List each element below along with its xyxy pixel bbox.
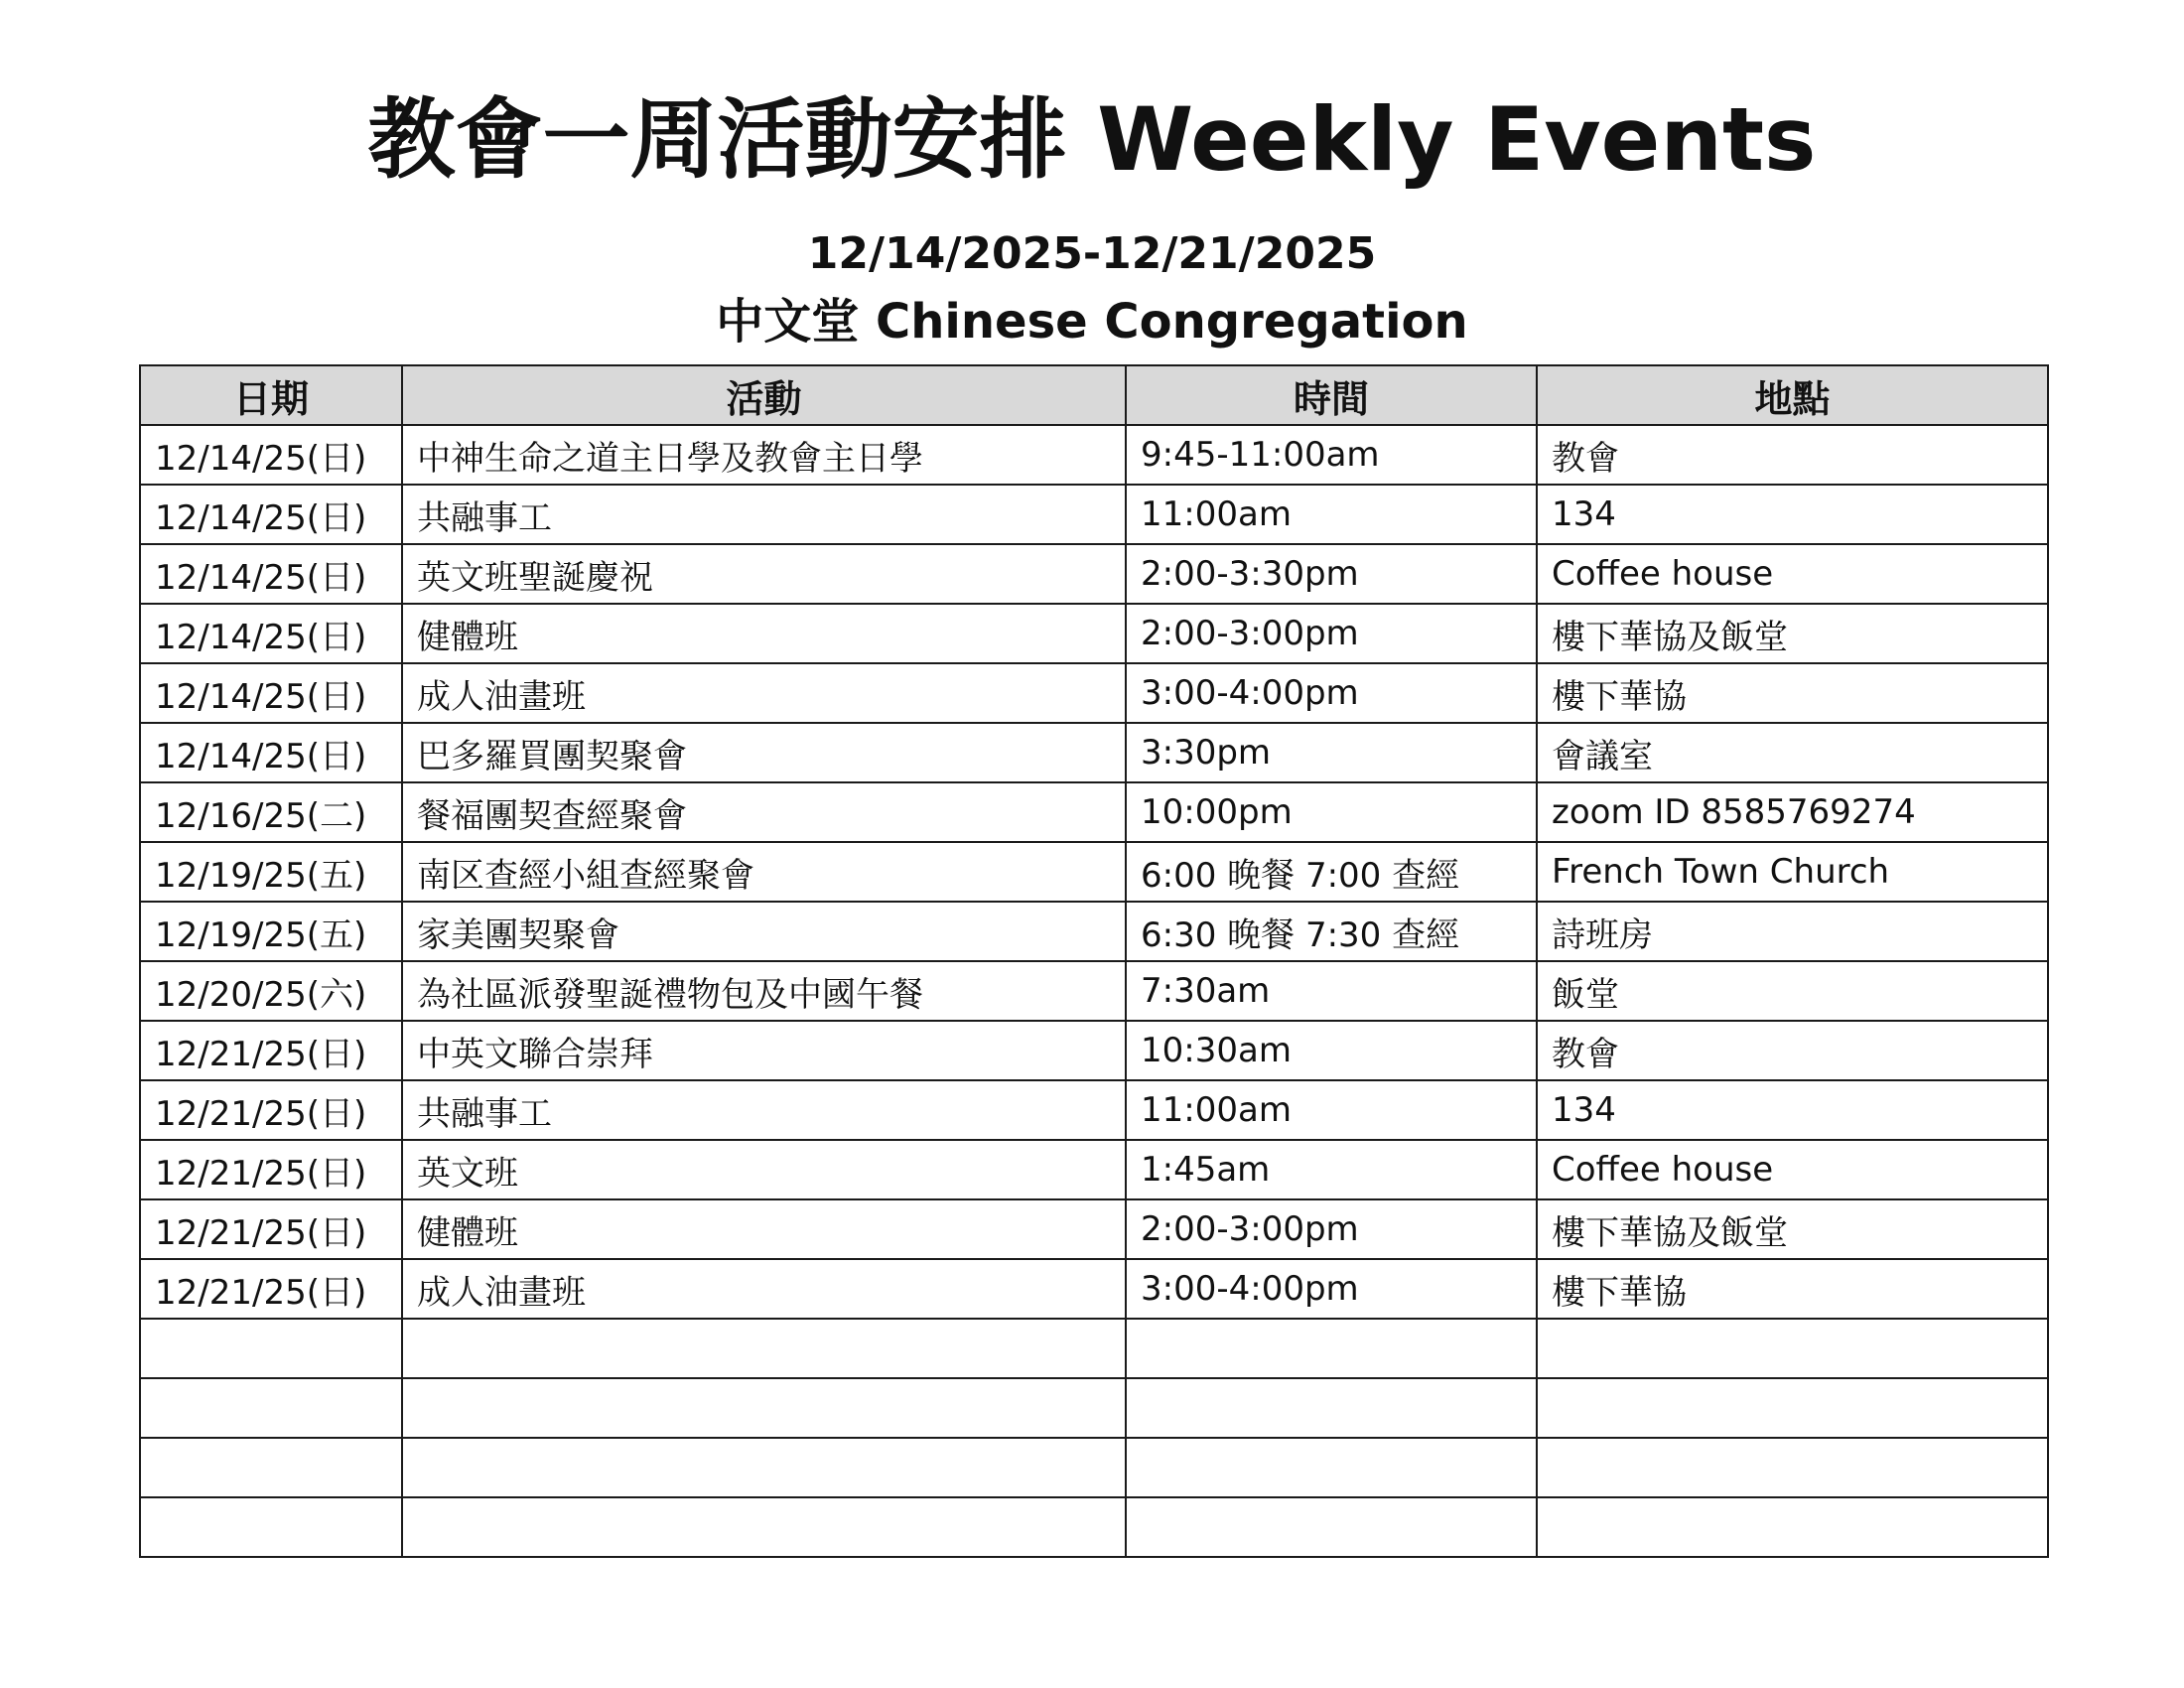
- time-cell: 6:00 晚餐 7:00 查經: [1126, 842, 1537, 902]
- location-cell: 詩班房: [1537, 902, 2048, 961]
- empty-table-row: [140, 1497, 2048, 1557]
- activity-cell: 健體班: [402, 604, 1126, 663]
- date-cell: 12/14/25(日): [140, 425, 402, 485]
- activity-cell: 成人油畫班: [402, 663, 1126, 723]
- time-cell: 2:00-3:30pm: [1126, 544, 1537, 604]
- page-title: 教會一周活動安排 Weekly Events: [367, 88, 1817, 191]
- location-cell: Coffee house: [1537, 544, 2048, 604]
- table-row: [140, 1080, 2048, 1140]
- column-header-activity: 活動: [402, 365, 1126, 425]
- location-cell: 樓下華協: [1537, 663, 2048, 723]
- activity-cell: 家美團契聚會: [402, 902, 1126, 961]
- table-row: [140, 902, 2048, 961]
- table-row: [140, 782, 2048, 842]
- table-row: [140, 961, 2048, 1021]
- location-cell: Coffee house: [1537, 1140, 2048, 1199]
- time-cell: [1126, 1438, 1537, 1497]
- date-range: 12/14/2025-12/21/2025: [807, 228, 1377, 279]
- location-cell: 134: [1537, 1080, 2048, 1140]
- time-cell: 10:30am: [1126, 1021, 1537, 1080]
- table-row: [140, 544, 2048, 604]
- activity-cell: 共融事工: [402, 1080, 1126, 1140]
- activity-cell: [402, 1378, 1126, 1438]
- column-header-time: 時間: [1126, 365, 1537, 425]
- location-cell: zoom ID 8585769274: [1537, 782, 2048, 842]
- time-cell: [1126, 1378, 1537, 1438]
- date-cell: 12/14/25(日): [140, 544, 402, 604]
- location-cell: [1537, 1319, 2048, 1378]
- table-row: [140, 1199, 2048, 1259]
- table-row: [140, 723, 2048, 782]
- time-cell: 6:30 晚餐 7:30 查經: [1126, 902, 1537, 961]
- date-cell: 12/21/25(日): [140, 1021, 402, 1080]
- time-cell: 2:00-3:00pm: [1126, 604, 1537, 663]
- time-cell: 1:45am: [1126, 1140, 1537, 1199]
- table-row: [140, 1259, 2048, 1319]
- date-cell: 12/14/25(日): [140, 604, 402, 663]
- activity-cell: 健體班: [402, 1199, 1126, 1259]
- date-cell: 12/14/25(日): [140, 485, 402, 544]
- activity-cell: 英文班: [402, 1140, 1126, 1199]
- activity-cell: 英文班聖誕慶祝: [402, 544, 1126, 604]
- time-cell: 2:00-3:00pm: [1126, 1199, 1537, 1259]
- date-cell: [140, 1378, 402, 1438]
- activity-cell: 共融事工: [402, 485, 1126, 544]
- activity-cell: 南区查經小組查經聚會: [402, 842, 1126, 902]
- empty-table-row: [140, 1438, 2048, 1497]
- time-cell: 3:00-4:00pm: [1126, 1259, 1537, 1319]
- location-cell: 教會: [1537, 1021, 2048, 1080]
- time-cell: 11:00am: [1126, 485, 1537, 544]
- time-cell: [1126, 1497, 1537, 1557]
- activity-cell: 為社區派發聖誕禮物包及中國午餐: [402, 961, 1126, 1021]
- location-cell: 飯堂: [1537, 961, 2048, 1021]
- activity-cell: [402, 1319, 1126, 1378]
- location-cell: [1537, 1438, 2048, 1497]
- date-cell: [140, 1438, 402, 1497]
- empty-table-row: [140, 1378, 2048, 1438]
- location-cell: 樓下華協及飯堂: [1537, 1199, 2048, 1259]
- table-row: [140, 1021, 2048, 1080]
- location-cell: 樓下華協: [1537, 1259, 2048, 1319]
- activity-cell: 成人油畫班: [402, 1259, 1126, 1319]
- activity-cell: 巴多羅買團契聚會: [402, 723, 1126, 782]
- table-row: [140, 425, 2048, 485]
- date-cell: 12/21/25(日): [140, 1199, 402, 1259]
- date-cell: 12/19/25(五): [140, 842, 402, 902]
- congregation-title: 中文堂 Chinese Congregation: [716, 294, 1468, 350]
- table-row: [140, 485, 2048, 544]
- date-cell: 12/21/25(日): [140, 1080, 402, 1140]
- location-cell: 134: [1537, 485, 2048, 544]
- location-cell: 教會: [1537, 425, 2048, 485]
- column-header-date: 日期: [140, 365, 402, 425]
- date-cell: [140, 1319, 402, 1378]
- date-cell: 12/21/25(日): [140, 1259, 402, 1319]
- time-cell: [1126, 1319, 1537, 1378]
- activity-cell: 中英文聯合崇拜: [402, 1021, 1126, 1080]
- activity-cell: [402, 1438, 1126, 1497]
- column-header-location: 地點: [1537, 365, 2048, 425]
- table-row: [140, 842, 2048, 902]
- time-cell: 3:30pm: [1126, 723, 1537, 782]
- activity-cell: 中神生命之道主日學及教會主日學: [402, 425, 1126, 485]
- time-cell: 9:45-11:00am: [1126, 425, 1537, 485]
- location-cell: 會議室: [1537, 723, 2048, 782]
- time-cell: 10:00pm: [1126, 782, 1537, 842]
- date-cell: 12/21/25(日): [140, 1140, 402, 1199]
- date-cell: 12/20/25(六): [140, 961, 402, 1021]
- table-row: [140, 604, 2048, 663]
- date-cell: 12/19/25(五): [140, 902, 402, 961]
- time-cell: 11:00am: [1126, 1080, 1537, 1140]
- date-cell: 12/14/25(日): [140, 663, 402, 723]
- date-cell: 12/16/25(二): [140, 782, 402, 842]
- empty-table-row: [140, 1319, 2048, 1378]
- table-header-row: [140, 365, 2048, 425]
- date-cell: [140, 1497, 402, 1557]
- location-cell: [1537, 1378, 2048, 1438]
- location-cell: French Town Church: [1537, 842, 2048, 902]
- date-cell: 12/14/25(日): [140, 723, 402, 782]
- location-cell: 樓下華協及飯堂: [1537, 604, 2048, 663]
- location-cell: [1537, 1497, 2048, 1557]
- table-row: [140, 1140, 2048, 1199]
- table-row: [140, 663, 2048, 723]
- time-cell: 7:30am: [1126, 961, 1537, 1021]
- activity-cell: [402, 1497, 1126, 1557]
- time-cell: 3:00-4:00pm: [1126, 663, 1537, 723]
- activity-cell: 餐福團契查經聚會: [402, 782, 1126, 842]
- events-table: [139, 364, 2049, 1558]
